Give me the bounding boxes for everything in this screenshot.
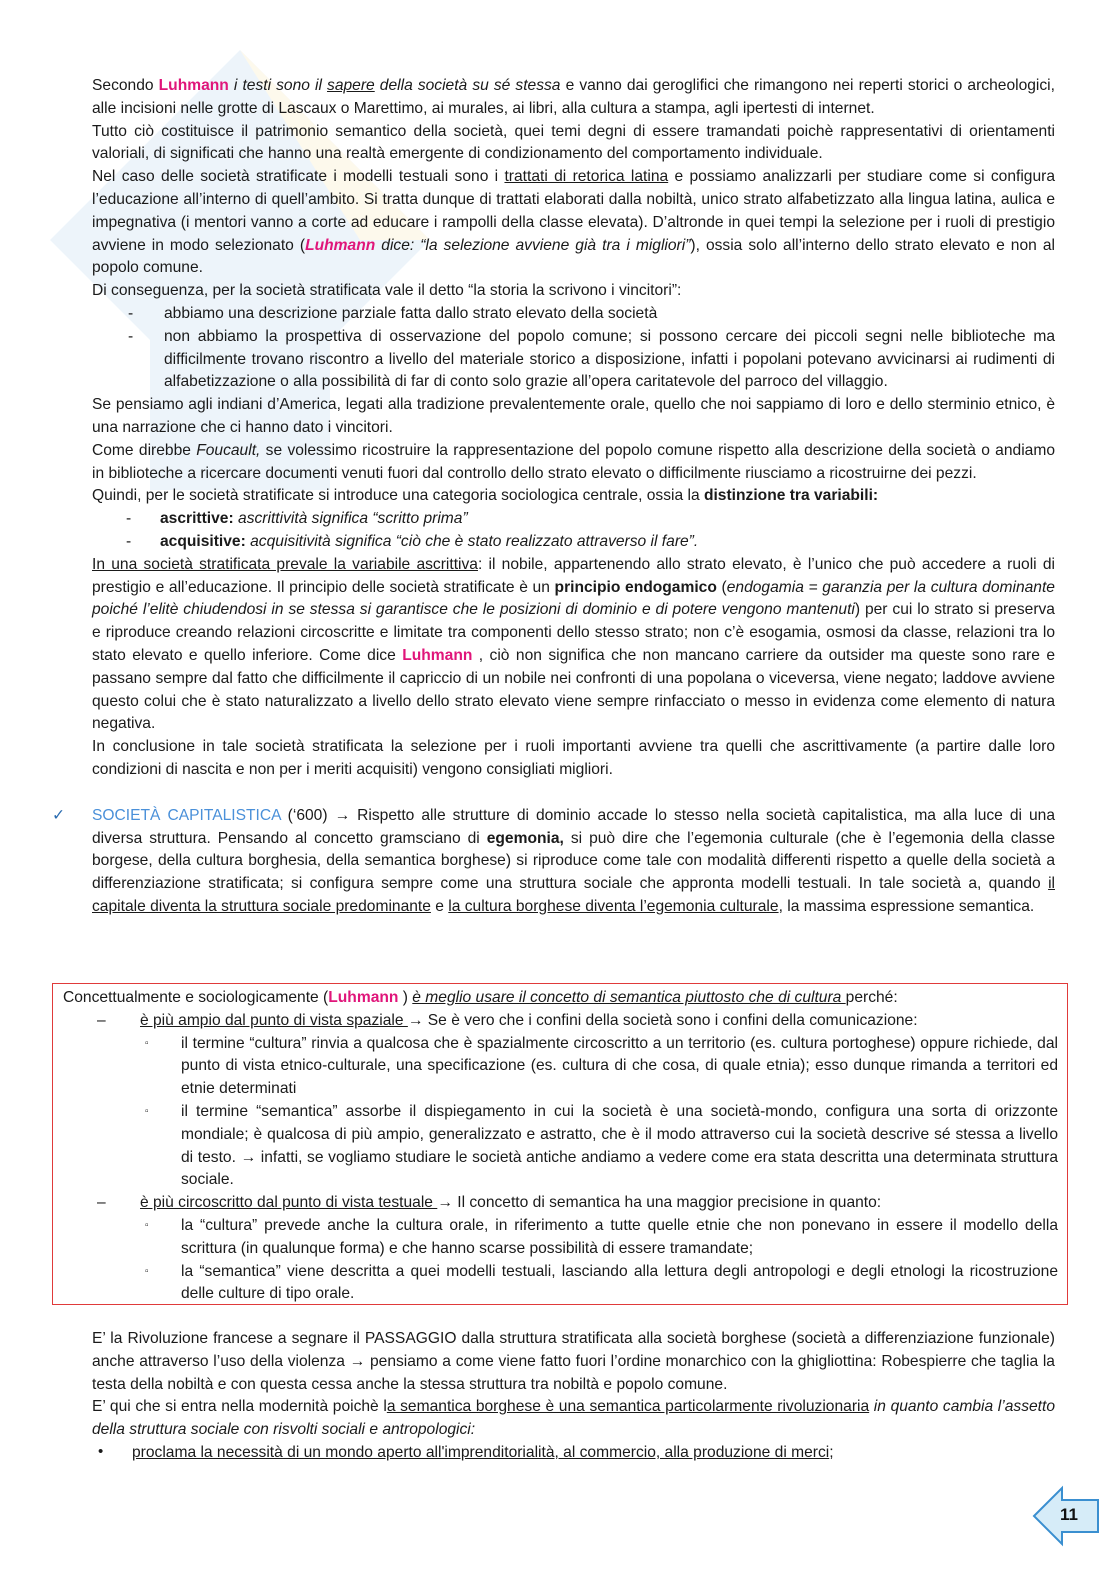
list-item: - non abbiamo la prospettiva di osservazione del popolo comune; si possono cercare dei piccoli segni nelle biblioteche ma difficilmente trovano riscontro a livello del materiale storico a disposizione, infatti i popolani potevano avvicinarsi ai rudimenti di alfabetizzazione o alla possibilità di far di conto solo grazie all’opera caritatevole del parroco del villaggio. [92,326,1055,394]
paragraph-luhmann-texts: Secondo Luhmann i testi sono il sapere della società su sé stessa e vanno dai geroglifici che rimangono nei reperti storici o archeologici, alle incisioni nelle grotte di Lascaux o Marettimo, ai murales, ai libri, alla cultura a stampa, agli ipertesti di internet. [92,77,1055,117]
box-subitem-cultura-orale: ▫ la “cultura” prevede anche la cultura orale, in riferimento a tutte quelle etnie che non ponevano in essere il modello della scrittura (in qualunque forma) e che hanno scarse possibilità di essere tramandate; [145,1216,1058,1257]
paragraph-conclusione: In conclusione in tale società stratificata la selezione per i ruoli importanti avviene tra quelli che ascrittivamente (a partire dalle loro condizioni di nascita e non per i meriti acquisiti) vengono consigliati migliori. [92,738,1055,778]
list-vincitori [92,303,1055,394]
arrow-right-icon: → [349,1352,366,1370]
paragraph-conseguenza: Di conseguenza, per la società stratificata vale il detto “la storia la scrivono i vincitori”: [92,282,682,300]
arrow-right-icon: → [407,1011,424,1029]
paragraph-foucault: Come direbbe Foucault, se volessimo ricostruire la rappresentazione del popolo comune rispetto alla descrizione della società o andiamo in biblioteche a ricercare documenti venuti fuori dal controllo dello strato elevato o difficilmente riusciamo a ricostruirne dei pezzi. [92,441,1055,482]
arrow-right-icon: → [240,1148,257,1166]
square-bullet-icon: ▫ [145,1219,149,1231]
dash-icon: – [97,1011,106,1029]
list-item: - ascrittive: ascrittività significa “scritto prima” [92,508,1055,531]
box-item-testuale: – è più circoscritto dal punto di vista testuale → Il concetto di semantica ha una maggior precisione in quanto: [63,1192,1058,1215]
bullet-icon: • [98,1442,104,1460]
paragraph-indiani: Se pensiamo agli indiani d’America, legati alla tradizione prevalentemente orale, quello che noi sappiamo di loro e dello sterminio etnico, è una narrazione che ci hanno dato i vincitori. [92,396,1055,436]
main-text [52,75,1056,919]
dash-icon: – [97,1194,106,1212]
box-subitem-cultura: ▫ il termine “cultura” rinvia a qualcosa che è spazialmente circoscritto a un territorio (es. cultura portoghese) oppure richiede, dal punto di vista etnico-culturale, una specificazione (es. cultura di che cosa, di quale etnia); esso dunque rimanda a territori ed etnie determinati [145,1034,1058,1098]
semantica-box [52,983,1068,1305]
list-item: • proclama la necessità di un mondo aperto all'imprenditorialità, al commercio, alla produzione di merci; [92,1442,1055,1465]
box-intro: Concettualmente e sociologicamente (Luhmann ) è meglio usare il concetto di semantica piuttosto che di cultura perché: [63,989,898,1006]
section-capitalistica: ✓ SOCIETÀ CAPITALISTICA (‘600) → Rispetto alle strutture di dominio accade lo stesso nella società capitalistica, ma alla luce di una diversa struttura. Pensando al concetto gramsciano di egemonia, si può dire che l’egemonia culturale (che è l’egemonia della classe borgese, della cultura borghesia, della semantica borghese) si riproduce come tale con modalità differenti rispetto a quelle della società a differenziazione stratificata; si configura sempre come una struttura sociale che appronta modelli testuali. In tale società a, quando il capitale diventa la struttura sociale predominante e la cultura borghese diventa l’egemonia culturale, la massima espressione semantica. [52,806,1056,915]
box-subitem-semantica: ▫ il termine “semantica” assorbe il dispiegamento in cui la società è una società-mondo, configura una sorta di orizzonte mondiale; è qualcosa di più ampio, generalizzato e astratto, che è il modo attraverso cui la società descrive sé stessa a livello di testo. → infatti, se vogliamo studiare le società antiche andiamo a vedere come era stata descritta una determinata struttura sociale. [145,1102,1058,1189]
list-item: - abbiamo una descrizione parziale fatta dallo strato elevato della società [92,303,1055,326]
list-variabili [92,508,1055,554]
page-number-badge [1032,1484,1102,1548]
paragraph-societa-stratificate: Nel caso delle società stratificate i modelli testuali sono i trattati di retorica latina e possiamo analizzarli per studiare come si configura l’educazione all’interno di quell’ambito. Si tratta dunque di trattati elaborati dalla nobiltà, unico strato alfabetizzato alla lingua latina, aulica e impegnativa (i mentori vanno a corte ad educare i rampolli della classe elevata). D’altronde in quei tempi la selezione per i ruoli di prestigio avviene in modo selezionato (Luhmann dice: “la selezione avviene già tra i migliori”), ossia solo all’interno dello strato elevato e non al popolo comune. [92,168,1055,277]
after-box-text [92,1328,1055,1465]
square-bullet-icon: ▫ [145,1265,149,1277]
section-title: SOCIETÀ CAPITALISTICA [92,806,281,824]
paragraph-modernita: E’ qui che si entra nella modernità poichè la semantica borghese è una semantica particolarmente rivoluzionaria in quanto cambia l’assetto della struttura sociale con risvolti sociali e antropologici: [92,1398,1056,1439]
paragraph-variabili: Quindi, per le società stratificate si introduce una categoria sociologica centrale, ossia la distinzione tra variabili: [92,487,879,505]
arrow-right-icon: → [334,806,351,824]
square-bullet-icon: ▫ [145,1105,149,1117]
paragraph-ascrittiva: In una società stratificata prevale la variabile ascrittiva: il nobile, appartenendo allo strato elevato, è l’unico che può accedere a ruoli di prestigio e all’educazione. Il principio delle società stratificate è un principio endogamico (endogamia = garanzia per la cultura dominante poiché l’elitè chiudendosi in se stessa si garantisce che le posizioni di dominio e di potere vengono mantenuti) per cui lo strato si preserva e riproduce creando relazioni circoscritte e limitate tra componenti dello stesso strato; non c’è esogamia, osmosi da classe, relazioni tra lo stato elevato e quello inferiore. Come dice Luhmann , ciò non significa che non mancano carriere da outsider ma queste sono rare e passano sempre dal fatto che difficilmente il capriccio di un nobile nei confronti di una popolana o viceversa, viene negato; laddove avviene questo colui che è stato naturalizzato a livello dello strato elevato viene sempre rinfacciato o messo in evidenza come elemento di natura negativa. [92,555,1055,733]
square-bullet-icon: ▫ [145,1037,149,1049]
list-item: - acquisitive: acquisitività significa “ciò che è stato realizzato attraverso il fare”. [92,531,1055,554]
checkmark-icon: ✓ [52,806,66,824]
page-number: 11 [1060,1505,1078,1524]
paragraph-rivoluzione: E’ la Rivoluzione francese a segnare il PASSAGGIO dalla struttura stratificata alla società borghese (società a differenziazione funzionale) anche attraverso l’uso della violenza → pensiamo a come viene fatto fuori l’ordine monarchico con la ghigliottina: Robespierre che taglia la testa della nobiltà e con questa cessa anche la stessa struttura tra nobiltà e popolo comune. [92,1330,1055,1393]
box-subitem-semantica-testuale: ▫ la “semantica” viene descritta a quei modelli testuali, lasciando alla lettura degli antropologi e degli etnologi la ricostruzione delle culture di tipo orale. [145,1262,1058,1303]
paragraph-patrimonio: Tutto ciò costituisce il patrimonio semantico della società, quei temi degni di essere tramandati poichè rappresentativi di orientamenti valoriali, di significati che hanno una realtà emergente di condizionamento del comportamento individuale. [92,122,1055,163]
box-item-spaziale: – è più ampio dal punto di vista spaziale → Se è vero che i confini della società sono i confini della comunicazione: [63,1010,1058,1033]
arrow-right-icon: → [437,1194,453,1212]
